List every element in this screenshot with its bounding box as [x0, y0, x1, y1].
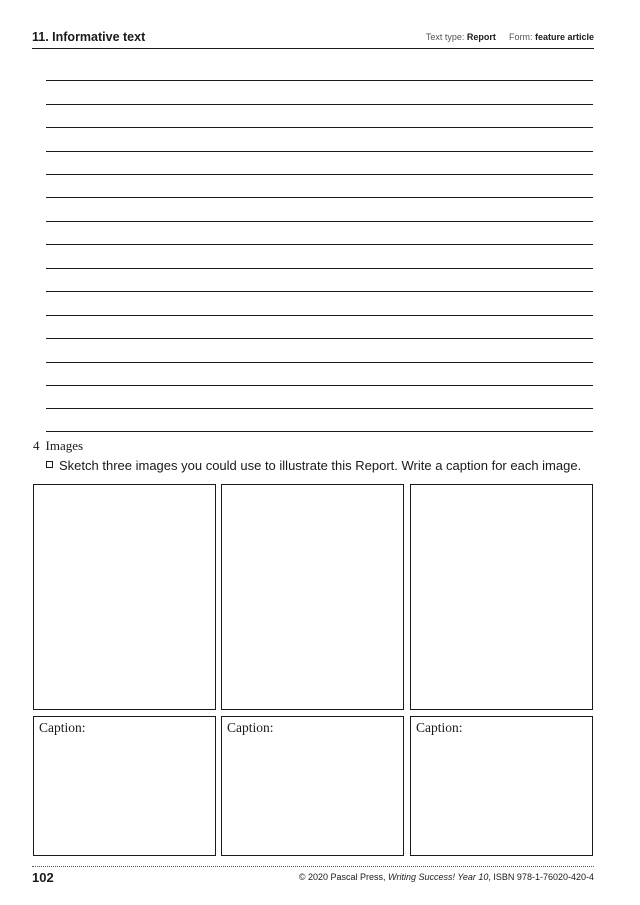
writing-line[interactable]	[46, 151, 593, 152]
writing-line[interactable]	[46, 385, 593, 386]
instruction-text: Sketch three images you could use to illustrate this Report. Write a caption for each image.	[59, 458, 582, 473]
caption-box-3[interactable]	[410, 716, 593, 856]
writing-line[interactable]	[46, 268, 593, 269]
isbn: , ISBN 978-1-76020-420-4	[488, 872, 594, 882]
image-sketch-box-3[interactable]	[410, 484, 593, 710]
section-title: Images	[45, 438, 84, 453]
writing-line[interactable]	[46, 221, 593, 222]
writing-line[interactable]	[46, 338, 593, 339]
writing-line[interactable]	[46, 291, 593, 292]
section-heading	[33, 438, 83, 454]
writing-line[interactable]	[46, 315, 593, 316]
caption-box-2[interactable]	[221, 716, 404, 856]
writing-line[interactable]	[46, 431, 593, 432]
instruction	[46, 458, 581, 473]
page-number: 102	[32, 870, 54, 885]
writing-line[interactable]	[46, 362, 593, 363]
form-value: feature article	[534, 32, 594, 42]
text-type-value: Report	[466, 32, 496, 42]
caption-label: Caption:	[39, 720, 86, 735]
writing-line[interactable]	[46, 197, 593, 198]
writing-line[interactable]	[46, 104, 593, 105]
copyright-prefix: © 2020 Pascal Press,	[298, 872, 389, 882]
form-label: Form:	[508, 32, 533, 42]
writing-lines	[46, 0, 593, 440]
section-number: 4	[33, 438, 40, 453]
caption-label: Caption:	[227, 720, 274, 735]
copyright-notice	[299, 872, 594, 882]
writing-line[interactable]	[46, 244, 593, 245]
book-title: Writing Success! Year 10	[388, 872, 489, 882]
writing-line[interactable]	[46, 127, 593, 128]
caption-box-1[interactable]	[33, 716, 216, 856]
caption-label: Caption:	[416, 720, 463, 735]
writing-line[interactable]	[46, 408, 593, 409]
writing-line[interactable]	[46, 80, 593, 81]
checkbox-bullet-icon	[46, 461, 53, 468]
footer-divider	[32, 866, 594, 867]
writing-line[interactable]	[46, 174, 593, 175]
page-title: 11. Informative text	[32, 30, 146, 44]
image-sketch-box-2[interactable]	[221, 484, 404, 710]
image-sketch-box-1[interactable]	[33, 484, 216, 710]
text-type-label: Text type:	[425, 32, 465, 42]
